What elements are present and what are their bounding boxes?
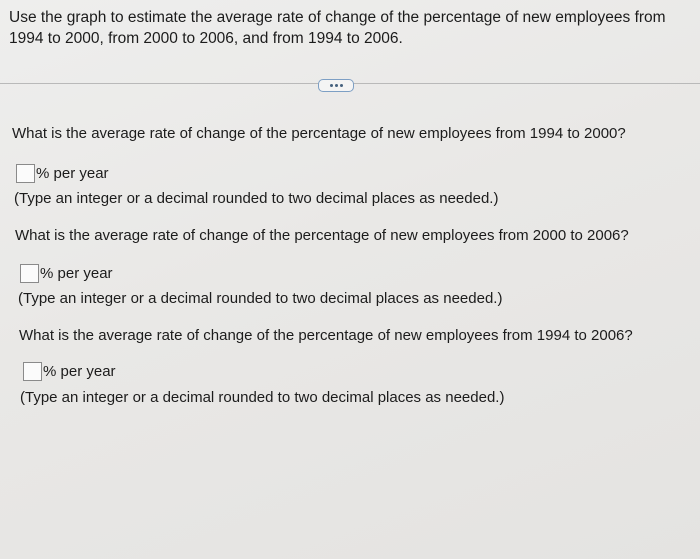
expand-more-button[interactable] [318,79,354,92]
instructions-text: Use the graph to estimate the average rate of change of the percentage of new employees from 1994 to 2000, from 2000 to 2006, and from 1994 to 2006. [9,9,666,47]
question-3-unit: % per year [43,363,116,380]
ellipsis-icon [330,84,333,87]
question-1-prompt: What is the average rate of change of the percentage of new employees from 1994 to 2000? [12,125,626,142]
question-3-answer-row [23,362,116,381]
question-1-unit: % per year [36,165,109,182]
ellipsis-icon [335,84,338,87]
ellipsis-icon [340,84,343,87]
question-2-answer-input[interactable] [20,264,39,283]
question-2-unit: % per year [40,265,113,282]
question-1-hint: (Type an integer or a decimal rounded to two decimal places as needed.) [14,190,499,207]
question-3-answer-input[interactable] [23,362,42,381]
question-3-hint: (Type an integer or a decimal rounded to two decimal places as needed.) [20,389,505,406]
question-2-prompt: What is the average rate of change of the percentage of new employees from 2000 to 2006? [15,227,629,244]
question-2-answer-row [20,264,113,283]
question-1-answer-input[interactable] [16,164,35,183]
question-2-hint: (Type an integer or a decimal rounded to two decimal places as needed.) [18,290,503,307]
question-header [0,0,700,82]
question-3-prompt: What is the average rate of change of the percentage of new employees from 1994 to 2006? [19,327,633,344]
question-1-answer-row [16,164,109,183]
